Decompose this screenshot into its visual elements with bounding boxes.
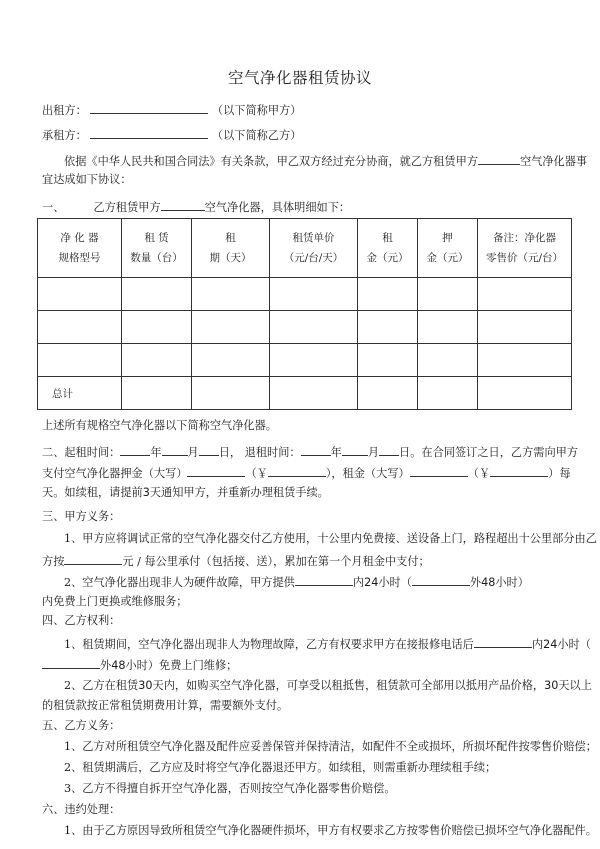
table-cell[interactable]	[192, 344, 270, 377]
deposit-amount-blank[interactable]	[268, 465, 326, 477]
header-cell-retail-price: 备注：净化器 零售价（元/台）	[478, 219, 572, 278]
after-table-note: 上述所有规格空气净化器以下简称空气净化器。	[42, 419, 277, 432]
section-3-item-2-line-1: 2、空气净化器出现非人为硬件故障，甲方提供 内24小时（ 外48小时）	[64, 576, 529, 589]
lessor-label: 出租方：	[42, 104, 87, 117]
table-cell[interactable]	[38, 311, 122, 344]
table-cell[interactable]	[122, 278, 192, 311]
table-cell[interactable]	[192, 278, 270, 311]
table-cell[interactable]	[358, 344, 418, 377]
table-cell[interactable]	[270, 344, 358, 377]
table-cell[interactable]	[478, 278, 572, 311]
section-4-item-2-line-2: 的租赁款按正常租赁期费用计算，需要额外支付。	[42, 699, 289, 712]
table-cell[interactable]	[478, 344, 572, 377]
lessor-line	[42, 102, 301, 118]
table-cell[interactable]	[270, 377, 358, 410]
section-1-number: 一、	[42, 201, 65, 214]
header-cell-quantity: 租 赁 数量（台）	[122, 219, 192, 278]
table-cell[interactable]	[38, 344, 122, 377]
intro-line-1	[64, 153, 587, 169]
section-3-item-1-line-1: 1、甲方应将调试正常的空气净化器交付乙方使用，十公里内免费接、送设备上门，路程超出十公里部分由乙	[64, 532, 597, 545]
table-row	[38, 344, 572, 377]
lessee-label: 承租方：	[42, 129, 87, 142]
table-row	[38, 278, 572, 311]
table-header-row	[38, 219, 572, 278]
table-cell[interactable]	[358, 377, 418, 410]
end-day-blank[interactable]	[379, 444, 399, 456]
lessor-blank[interactable]	[90, 102, 208, 114]
table-cell[interactable]	[270, 311, 358, 344]
section-2-line-3: 天。如续租，请提前3天通知甲方，并重新办理租赁手续。	[42, 486, 329, 499]
table-cell[interactable]	[418, 344, 478, 377]
section-1-text-a: 乙方租赁甲方	[93, 201, 161, 214]
table-cell[interactable]	[122, 311, 192, 344]
section-5-title: 五、乙方义务：	[42, 719, 121, 732]
total-label: 总计	[38, 377, 122, 410]
rent-capital-blank[interactable]	[410, 465, 468, 477]
table-cell[interactable]	[358, 278, 418, 311]
header-cell-period: 租 期（天）	[192, 219, 270, 278]
service-area-in-blank[interactable]	[295, 574, 353, 586]
repair-area-out-blank[interactable]	[42, 657, 100, 669]
intro-text-b: 空气净化器事	[519, 155, 588, 168]
table-cell[interactable]	[122, 377, 192, 410]
start-day-blank[interactable]	[199, 444, 219, 456]
table-cell[interactable]	[38, 278, 122, 311]
table-total-row	[38, 377, 572, 410]
intro-blank[interactable]	[478, 153, 520, 165]
section-1-text-b: 空气净化器，具体明细如下：	[204, 201, 351, 214]
header-cell-deposit: 押 金（元）	[418, 219, 478, 278]
section-5-item-3: 3、乙方不得擅自拆开空气净化器，否则按空气净化器零售价赔偿。	[64, 782, 396, 795]
section-1-blank[interactable]	[161, 199, 205, 211]
end-year-blank[interactable]	[301, 444, 331, 456]
start-year-blank[interactable]	[120, 444, 150, 456]
service-area-out-blank[interactable]	[412, 574, 470, 586]
per-km-fee-blank[interactable]	[64, 553, 122, 565]
repair-area-in-blank[interactable]	[474, 636, 532, 648]
table-cell[interactable]	[122, 344, 192, 377]
section-4-title: 四、乙方权利：	[42, 614, 121, 627]
table-cell[interactable]	[418, 278, 478, 311]
lessor-suffix: （以下简称甲方）	[211, 104, 302, 117]
section-2-line-2: 支付空气净化器押金（大写） （￥ ），租金（大写） （￥ ）每	[42, 467, 571, 480]
end-month-blank[interactable]	[342, 444, 368, 456]
table-cell[interactable]	[192, 377, 270, 410]
start-month-blank[interactable]	[162, 444, 188, 456]
lessee-blank[interactable]	[90, 127, 208, 139]
rent-amount-blank[interactable]	[490, 465, 548, 477]
table-cell[interactable]	[478, 377, 572, 410]
section-5-item-2: 2、租赁期满后，乙方应及时将空气净化器退还甲方。如续租，则需重新办理续租手续；	[64, 761, 497, 774]
table-cell[interactable]	[418, 377, 478, 410]
section-6-item-1: 1、由于乙方原因导致所租赁空气净化器硬件损坏，甲方有权要求乙方按零售价赔偿已损坏空气净化器配件。	[64, 824, 597, 837]
section-4-item-1-line-2: 外48小时）免费上门维修；	[42, 657, 237, 673]
section-4-item-1-line-1: 1、租赁期间，空气净化器出现非人为物理故障，乙方有权要求甲方在接报修电话后 内24小时（	[64, 638, 591, 651]
section-6-title: 六、违约处理：	[42, 803, 121, 816]
table-cell[interactable]	[478, 311, 572, 344]
section-3-title: 三、甲方义务：	[42, 510, 121, 523]
table-cell[interactable]	[192, 311, 270, 344]
intro-text-a: 依据《中华人民共和国合同法》有关条款，甲乙双方经过充分协商，就乙方租赁甲方	[64, 155, 478, 168]
header-cell-model: 净 化 器 规格型号	[38, 219, 122, 278]
section-3-item-1-line-2: 方按 元 / 每公里承付（包括接、送），累加在第一个月租金中支付；	[42, 555, 430, 568]
document-title: 空气净化器租赁协议	[227, 69, 372, 87]
table-cell[interactable]	[418, 311, 478, 344]
section-5-item-1: 1、乙方对所租赁空气净化器及配件应妥善保管并保持清洁，如配件不全或损坏，所损坏配件按零售价赔偿；	[64, 740, 597, 753]
table-row	[38, 311, 572, 344]
section-4-item-2-line-1: 2、乙方在租赁30天内，如购买空气净化器，可享受以租抵售，租赁款可全部用以抵用产品价格，30天以上	[64, 679, 592, 692]
table-cell[interactable]	[358, 311, 418, 344]
header-cell-unit-price: 租赁单价 （元/台/天）	[270, 219, 358, 278]
intro-line-2: 宜达成如下协议：	[42, 173, 132, 186]
section-3-item-2-line-2: 内免费上门更换或维修服务；	[42, 595, 188, 608]
deposit-capital-blank[interactable]	[187, 465, 245, 477]
table-cell[interactable]	[270, 278, 358, 311]
section-1-line	[42, 199, 350, 215]
lessee-suffix: （以下简称乙方）	[211, 129, 302, 142]
header-cell-rent: 租 金（元）	[358, 219, 418, 278]
section-2-line-1: 二、起租时间： 年 月 日， 退租时间： 年 月 日。在合同签订之日，乙方需向甲方	[42, 446, 579, 459]
rental-detail-table	[37, 218, 572, 410]
lessee-line	[42, 127, 301, 143]
